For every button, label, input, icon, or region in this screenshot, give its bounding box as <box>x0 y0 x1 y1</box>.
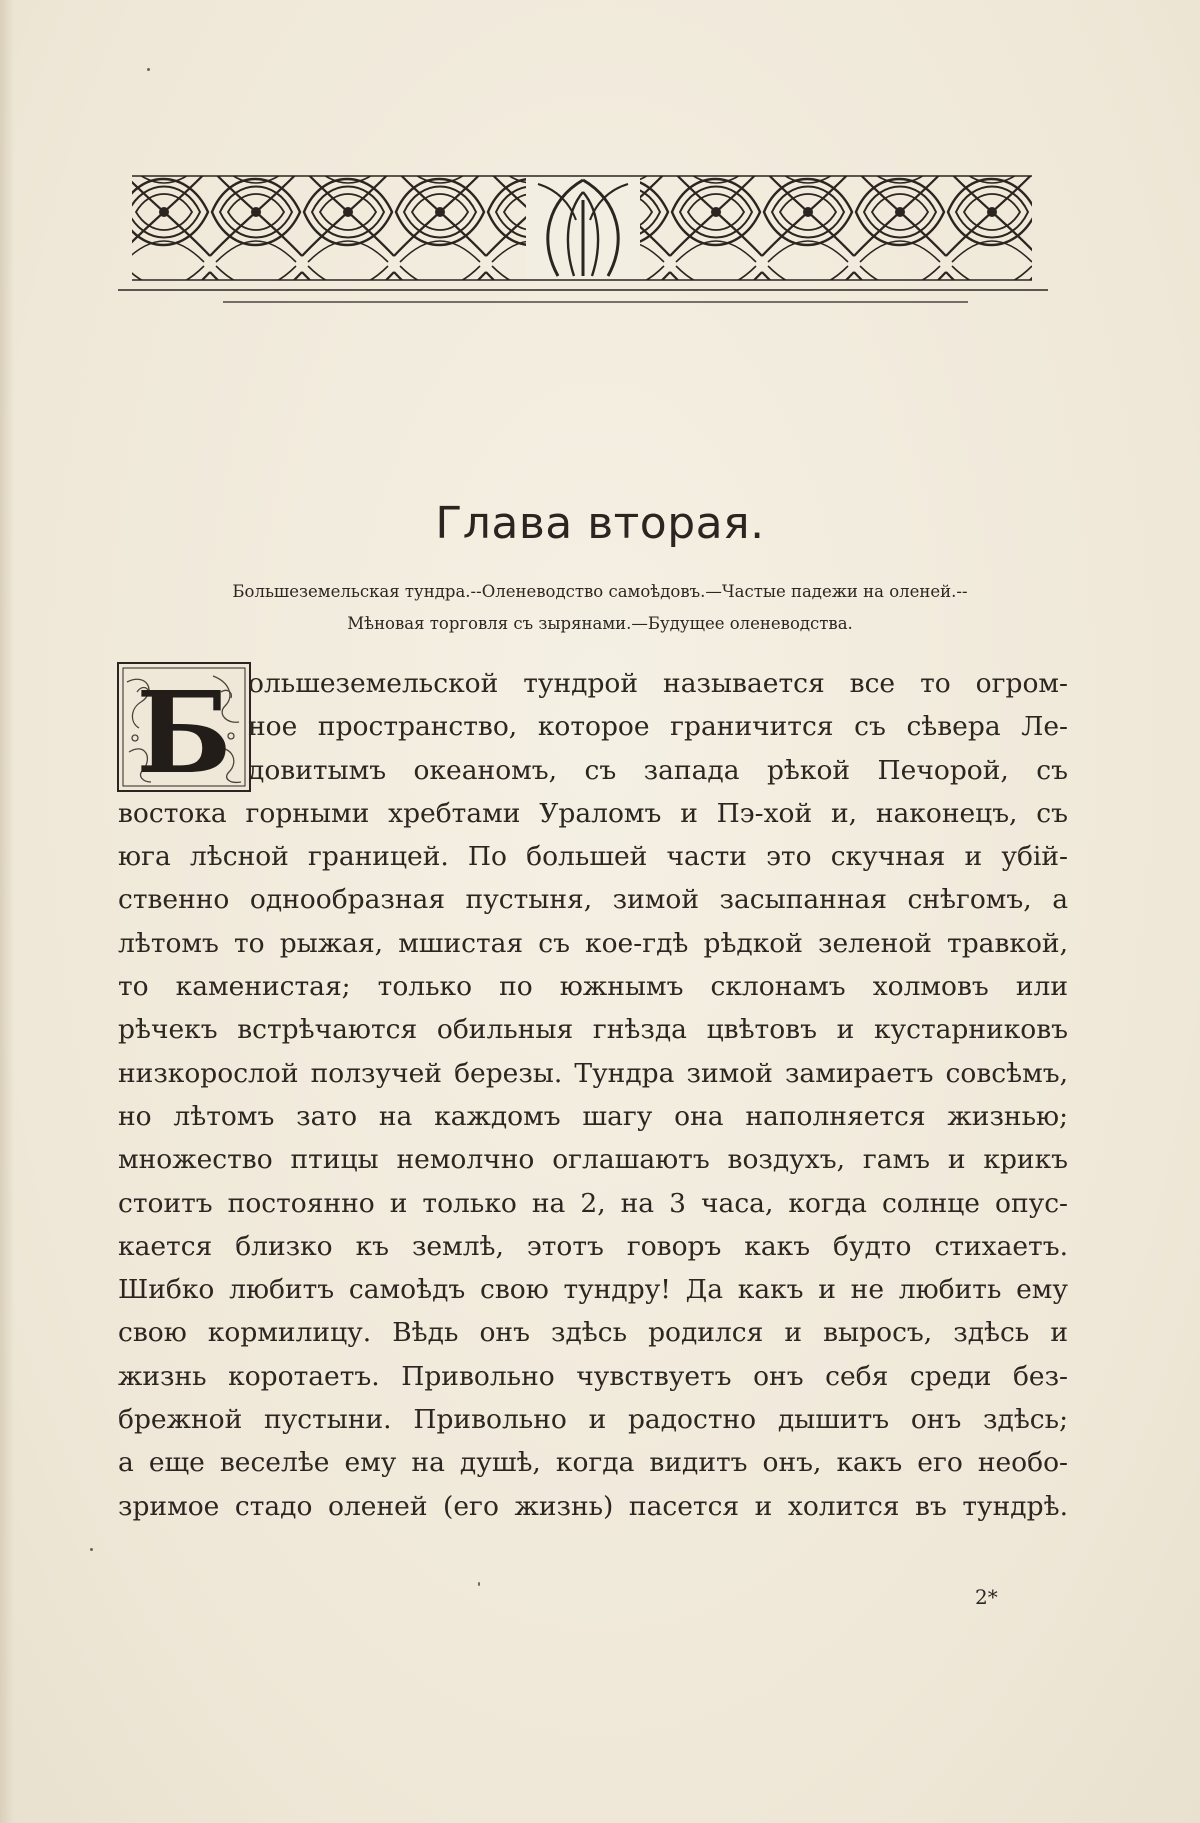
body-line: низкорослой ползучей березы. Тундра зимой замираетъ совсѣмъ, <box>118 1057 1068 1089</box>
body-line: довитымъ океаномъ, съ запада рѣкой Печорой, съ <box>248 754 1068 786</box>
paper-speck <box>478 1582 480 1586</box>
body-paragraph <box>118 662 1068 1528</box>
body-line: ное пространство, которое граничится съ сѣвера Ле- <box>248 711 1068 743</box>
body-line: но лѣтомъ зато на каждомъ шагу она наполняется жизнью; <box>118 1100 1068 1132</box>
body-line: стоитъ постоянно и только на 2, на 3 часа, когда солнце опус- <box>118 1187 1068 1219</box>
drop-capital-letter: Б <box>136 668 232 792</box>
body-line: кается близко къ землѣ, этотъ говоръ какъ будто стихаетъ. <box>118 1230 1068 1262</box>
synopsis-line: Мѣновая торговля съ зырянами.—Будущее оленеводства. <box>347 614 853 633</box>
body-line: множество птицы немолчно оглашаютъ воздухъ, гамъ и крикъ <box>118 1144 1068 1176</box>
body-line: востока горными хребтами Ураломъ и Пэ-хой и, наконецъ, съ <box>118 797 1068 829</box>
body-line: ственно однообразная пустыня, зимой засыпанная снѣгомъ, а <box>118 884 1068 916</box>
headpiece-ornament <box>118 160 1048 320</box>
paper-speck <box>147 68 150 71</box>
body-line: лѣтомъ то рыжая, мшистая съ кое-гдѣ рѣдкой зеленой травкой, <box>118 927 1068 959</box>
synopsis-line: Большеземельская тундра.--Оленеводство самоѣдовъ.—Частые падежи на оленей.-- <box>232 582 968 601</box>
body-line: жизнь коротаетъ. Привольно чувствуетъ онъ себя среди без- <box>118 1360 1068 1392</box>
body-line: зримое стадо оленей (его жизнь) пасется и холится въ тундрѣ. <box>118 1490 1068 1522</box>
paper-speck <box>90 1548 93 1551</box>
body-line: свою кормилицу. Вѣдь онъ здѣсь родился и выросъ, здѣсь и <box>118 1317 1068 1349</box>
body-line: а еще веселѣе ему на душѣ, когда видитъ онъ, какъ его необо- <box>118 1447 1068 1479</box>
body-line: то каменистая; только по южнымъ склонамъ холмовъ или <box>118 971 1068 1003</box>
chapter-synopsis <box>110 576 1090 640</box>
ornament-center-fleuron <box>526 176 640 280</box>
chapter-title: Глава вторая. <box>435 498 765 549</box>
page-number: 2* <box>975 1585 998 1609</box>
page-edge-shadow <box>0 0 14 1823</box>
body-line: юга лѣсной границей. По большей части это скучная и убій- <box>118 841 1068 873</box>
body-line: рѣчекъ встрѣчаются обильныя гнѣзда цвѣтовъ и кустарниковъ <box>118 1014 1068 1046</box>
body-line: Шибко любитъ самоѣдъ свою тундру! Да какъ и не любить ему <box>118 1274 1068 1306</box>
body-line: брежной пустыни. Привольно и радостно дышитъ онъ здѣсь; <box>118 1404 1068 1436</box>
body-line: ольшеземельской тундрой называется все то огром- <box>248 668 1068 699</box>
